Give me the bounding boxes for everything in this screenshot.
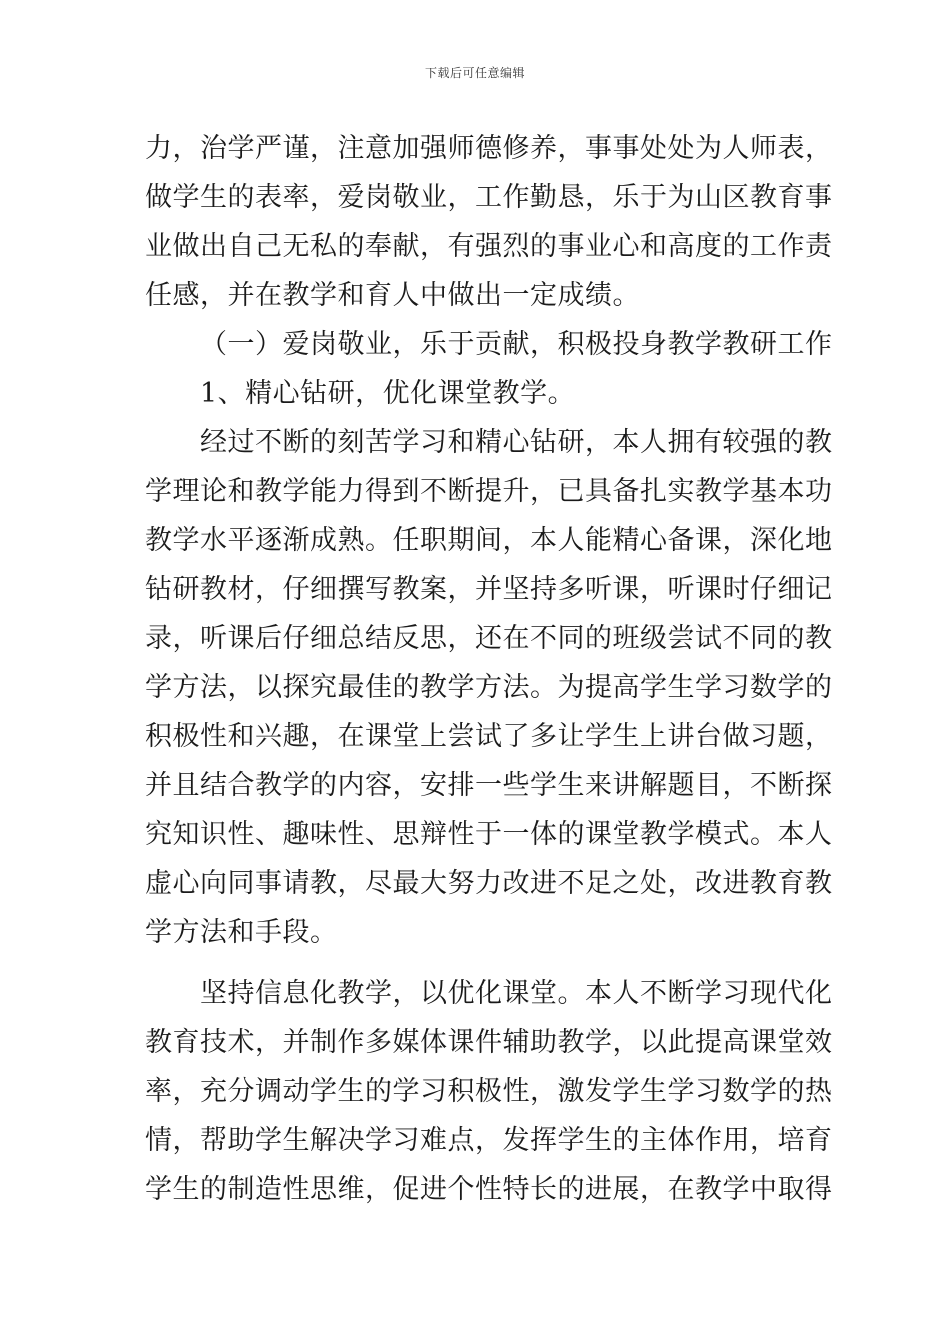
sub-heading [145,369,815,418]
text-line: 学方法，以探究最佳的教学方法。为提高学生学习数学的 [145,672,833,703]
text-line: 力，治学严谨，注意加强师德修养，事事处处为人师表， [145,133,833,164]
text-line: 积极性和兴趣，在课堂上尝试了多让学生上讲台做习题， [145,721,833,752]
text-line: 1、精心钻研，优化课堂教学。 [200,378,576,409]
text-line: 情，帮助学生解决学习难点，发挥学生的主体作用，培育 [145,1125,833,1156]
paragraph [145,124,833,320]
text-line: 学方法和手段。 [145,917,338,948]
text-line: 做学生的表率，爱岗敬业，工作勤恳，乐于为山区教育事 [145,182,833,213]
text-line: 究知识性、趣味性、思辩性于一体的课堂教学模式。本人 [145,819,833,850]
text-line: 学理论和教学能力得到不断提升，已具备扎实教学基本功 [145,476,833,507]
text-line: 并且结合教学的内容，安排一些学生来讲解题目，不断探 [145,770,833,801]
text-line: 业做出自己无私的奉献，有强烈的事业心和高度的工作责 [145,231,833,262]
text-line: 学生的制造性思维，促进个性特长的进展，在教学中取得 [145,1174,833,1205]
document-body [145,124,833,1214]
text-line: 录，听课后仔细总结反思，还在不同的班级尝试不同的教 [145,623,833,654]
text-line: 虚心向同事请教，尽最大努力改进不足之处，改进教育教 [145,868,833,899]
text-line: 教学水平逐渐成熟。任职期间，本人能精心备课，深化地 [145,525,833,556]
text-line: 钻研教材，仔细撰写教案，并坚持多听课，听课时仔细记 [145,574,833,605]
paragraph [145,969,833,1214]
text-line: 率，充分调动学生的学习积极性，激发学生学习数学的热 [145,1076,833,1107]
paragraph [145,418,833,957]
section-heading [145,320,833,369]
text-line: 任感，并在教学和育人中做出一定成绩。 [145,280,640,311]
text-line: 教育技术，并制作多媒体课件辅助教学，以此提高课堂效 [145,1027,833,1058]
text-line: 坚持信息化教学，以优化课堂。本人不断学习现代化 [200,978,833,1009]
text-line: （一）爱岗敬业，乐于贡献，积极投身教学教研工作 [200,329,833,360]
text-line: 经过不断的刻苦学习和精心钻研，本人拥有较强的教 [200,427,833,458]
paragraph-gap [145,957,815,969]
page-header: 下载后可任意编辑 [424,66,525,80]
